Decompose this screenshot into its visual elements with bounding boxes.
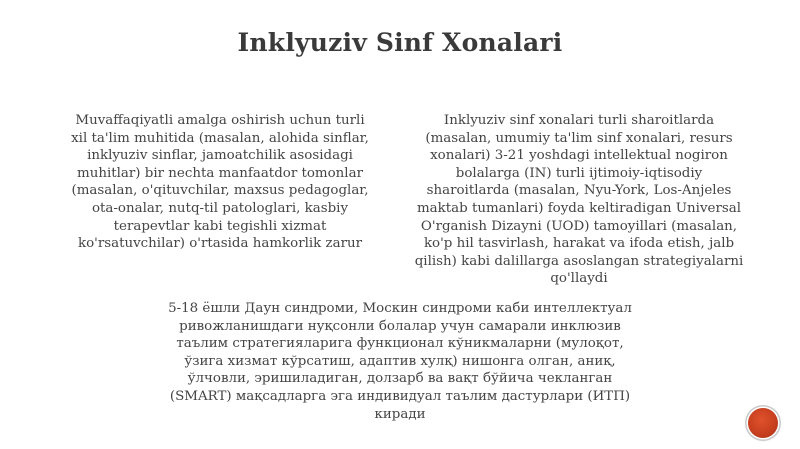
right-text-line: qo'llaydi	[550, 271, 608, 287]
left-text-line: xil ta'lim muhitida (masalan, alohida sinflar,	[71, 130, 369, 146]
left-text-line: terapevtlar kabi tegishli xizmat	[113, 218, 327, 234]
bottom-text-line: (SMART) мақсадларга эга индивидуал таълим дастурлари (ИТП)	[169, 388, 631, 404]
left-text-line: (masalan, o'qituvchilar, maxsus pedagoglar,	[71, 183, 369, 199]
bottom-text-block	[140, 300, 660, 423]
right-text-line: O'rganish Dizayni (UOD) tamoyillari (masalan,	[420, 218, 738, 234]
right-text-line: (masalan, umumiy ta'lim sinf xonalari, resurs	[425, 130, 733, 146]
bottom-text-line: таълим стратегияларига функционал кўникмаларни (мулоқот,	[176, 336, 624, 352]
right-text-line: sharoitlarda (masalan, Nyu-York, Los-Anjeles	[426, 183, 732, 199]
right-text-line: xonalari) 3-21 yoshdagi intellektual nogiron	[430, 148, 728, 164]
right-text-line: maktab tumanlari) foyda keltiradigan Universal	[416, 200, 741, 216]
right-text-line: Inklyuziv sinf xonalari turli sharoitlarda	[443, 113, 715, 128]
circle-nav-icon[interactable]	[748, 408, 778, 438]
bottom-text-line: ривожланишдаги нуқсонли болалар учун самарали инклюзив	[179, 318, 621, 334]
right-text-line: qilish) kabi dalillarga asoslangan strategiyalarni	[414, 253, 744, 269]
right-text-line: bolalarga (IN) turli ijtimoiy-iqtisodiy	[455, 165, 703, 181]
left-text-line: ko'rsatuvchilar) o'rtasida hamkorlik zarur	[78, 236, 362, 252]
left-text-line: ota-onalar, nutq-til patologlari, kasbiy	[91, 200, 349, 216]
bottom-text-line: ўлчовли, эришиладиган, долзарб ва вақт бўйича чекланган	[187, 371, 613, 387]
right-text-line: ko'p hil tasvirlash, harakat va ifoda etish, jalb	[423, 236, 735, 252]
left-text-block	[52, 112, 388, 253]
bottom-text-line: ўзига хизмат кўрсатиш, адаптив хулқ) нишонга олган, аниқ,	[184, 353, 616, 369]
bottom-text-line: 5-18 ёшли Даун синдроми, Москин синдроми каби интеллектуал	[168, 301, 632, 316]
right-text-block	[404, 112, 754, 288]
left-text-line: inklyuziv sinflar, jamoatchilik asosidagi	[87, 148, 353, 164]
left-text-line: muhitlar) bir nechta manfaatdor tomonlar	[77, 165, 363, 181]
bottom-text-line: киради	[374, 406, 426, 422]
slide-title: Inklyuziv Sinf Xonalari	[237, 28, 563, 57]
left-text-line: Muvaffaqiyatli amalga oshirish uchun turli	[75, 113, 365, 128]
